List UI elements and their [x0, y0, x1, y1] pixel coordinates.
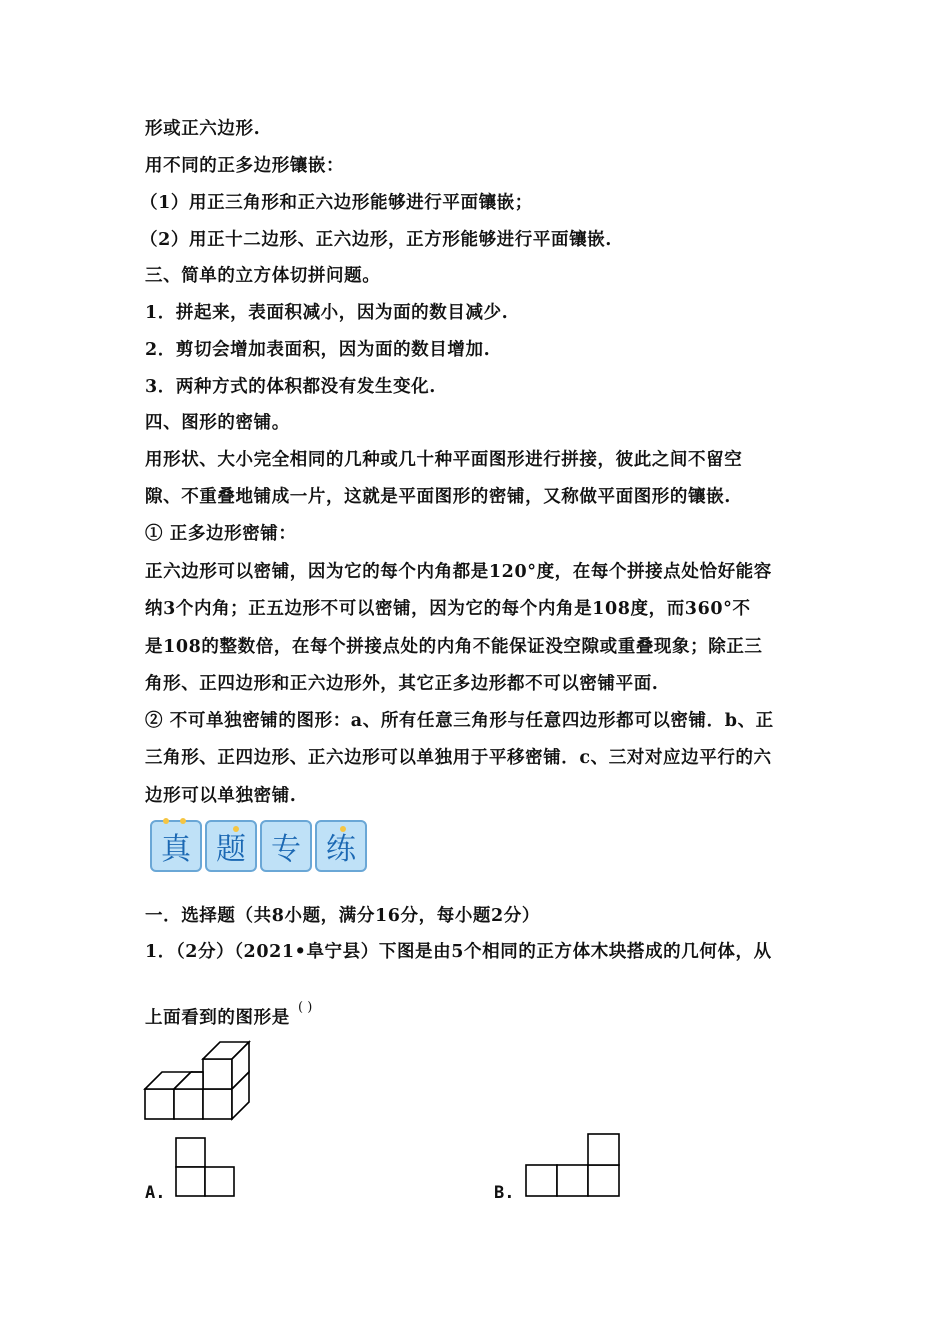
text-line: 三角形、正四边形、正六边形可以单独用于平移密铺．c、三对对应边平行的六: [145, 748, 772, 768]
answer-blank: ( ): [298, 1000, 313, 1015]
option-b-label[interactable]: B.: [494, 1183, 515, 1203]
cube-stack-figure: [140, 1040, 255, 1125]
text-line: 正六边形可以密铺，因为它的每个内角都是120°度，在每个拼接点处恰好能容: [145, 562, 772, 582]
text-line: （1）用正三角形和正六边形能够进行平面镶嵌；: [140, 193, 533, 213]
badge-char: 题: [205, 820, 257, 872]
text-line: 2．剪切会增加表面积，因为面的数目增加.: [145, 340, 491, 360]
text-line: ① 正多边形密铺：: [145, 524, 297, 544]
text-line: 角形、正四边形和正六边形外，其它正多边形都不可以密铺平面.: [145, 674, 659, 694]
text-line: 是108的整数倍，在每个拼接点处的内角不能保证没空隙或重叠现象；除正三: [145, 637, 763, 657]
text-line: 四、图形的密铺。: [145, 413, 290, 433]
option-b-figure[interactable]: [524, 1132, 622, 1198]
text-line: 隙、不重叠地铺成一片，这就是平面图形的密铺，又称做平面图形的镶嵌.: [145, 487, 731, 507]
decor-dot: [163, 818, 169, 824]
text-line: 三、简单的立方体切拼问题。: [145, 266, 381, 286]
text-line: 3．两种方式的体积都没有发生变化.: [145, 377, 436, 397]
option-a-figure[interactable]: [174, 1136, 236, 1198]
badge-char: 练: [315, 820, 367, 872]
decor-dot: [340, 826, 346, 832]
text-line: 纳3个内角；正五边形不可以密铺，因为它的每个内角是108度，而360°不: [145, 599, 751, 619]
decor-dot: [233, 826, 239, 832]
badge-char: 真: [150, 820, 202, 872]
text-line: 用不同的正多边形镶嵌：: [145, 156, 345, 176]
question-1-text: 1．（2分）（2021•阜宁县）下图是由5个相同的正方体木块搭成的几何体，从: [145, 942, 772, 962]
text-line: 1．拼起来，表面积减小，因为面的数目减少.: [145, 303, 509, 323]
text-line: 形或正六边形.: [145, 119, 261, 139]
text-line: 用形状、大小完全相同的几种或几十种平面图形进行拼接，彼此之间不留空: [145, 450, 743, 470]
text-line: ② 不可单独密铺的图形：a、所有任意三角形与任意四边形都可以密铺．b、正: [145, 711, 774, 731]
text-line: 边形可以单独密铺.: [145, 786, 297, 806]
option-a-label[interactable]: A.: [145, 1183, 166, 1203]
section-title: 一．选择题（共8小题，满分16分，每小题2分）: [145, 906, 541, 926]
badge-char: 专: [260, 820, 312, 872]
question-1-text-cont: 上面看到的图形是: [145, 1008, 290, 1028]
text-line: （2）用正十二边形、正六边形，正方形能够进行平面镶嵌.: [140, 230, 612, 250]
decor-dot: [180, 818, 186, 824]
